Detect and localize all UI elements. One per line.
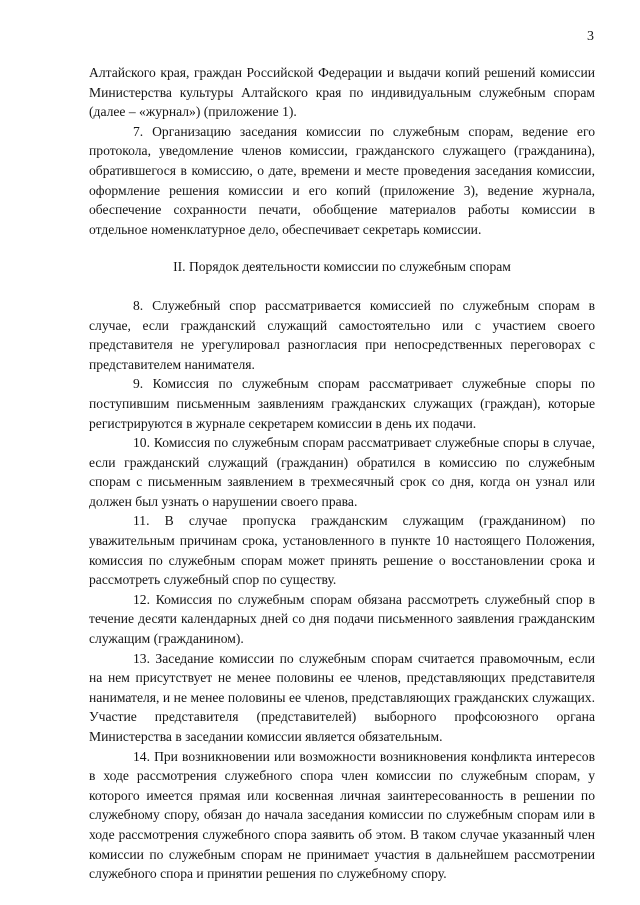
paragraph-12: 12. Комиссия по служебным спорам обязана рассмотреть служебный спор в течение десяти календарных дней со дня подачи письменного заявления гражданским служащим (гражданином). — [89, 591, 595, 647]
paragraph-7: 7. Организацию заседания комиссии по служебным спорам, ведение его протокола, уведомление членов комиссии, гражданского служащего (гражданина), обратившегося в комиссию, о дате, времени и месте проведения заседания комиссии, оформление решения комиссии и его копий (приложение 3), ведение журнала, обеспечение сохранности печати, обобщение материалов работы комиссии в отдельное номенклатурное дело, обеспечивает секретарь комиссии. — [89, 123, 595, 237]
paragraph-14: 14. При возникновении или возможности возникновения конфликта интересов в ходе рассмотрения служебного спора член комиссии по служебным спорам, у которого имеется прямая или косвенная личная заинтересованность в решении по служебному спору, обязан до начала заседания комиссии по служебным спорам или в ходе рассмотрения служебного спора заявить об этом. В таком случае указанный член комиссии по служебным спорам не принимает участия в дальнейшем рассмотрении служебного спора и принятии решения по служебному спору. — [89, 748, 595, 882]
paragraph-9: 9. Комиссия по служебным спорам рассматривает служебные споры по поступившим письменным заявлениям гражданских служащих (граждан), которые регистрируются в журнале секретарем комиссии в день их подачи. — [89, 376, 595, 431]
paragraph-10: 10. Комиссия по служебным спорам рассматривает служебные споры в случае, если гражданский служащий (гражданин) обратился в комиссию по служебным спорам с письменным заявлением в трехмесячный срок со дня, когда он узнал или должен был узнать о нарушении своего права. — [89, 435, 595, 509]
document-body — [89, 63, 595, 884]
paragraph-continuation: Алтайского края, граждан Российской Федерации и выдачи копий решений комиссии Министерства культуры Алтайского края по индивидуальным служебным спорам (далее – «журнал») (приложение 1). — [89, 65, 595, 120]
paragraph-8: 8. Служебный спор рассматривается комиссией по служебным спорам в случае, если гражданский служащий самостоятельно или с участием своего представителя не урегулировал разногласия при непосредственных переговорах с представителем нанимателя. — [89, 297, 595, 372]
paragraph-11: 11. В случае пропуска гражданским служащим (гражданином) по уважительным причинам срока, установленного в пункте 10 настоящего Положения, комиссия по служебным спорам может принять решение о восстановлении срока и рассмотреть служебный спор по существу. — [89, 513, 595, 588]
page-number: 3 — [587, 29, 594, 44]
section-heading: II. Порядок деятельности комиссии по служебным спорам — [173, 259, 511, 275]
paragraph-13: 13. Заседание комиссии по служебным спорам считается правомочным, если на нем присутствует не менее половины ее членов, представляющих представителя нанимателя, и не менее половины ее членов, представляющих гражданских служащих. Участие представителя (представителей) выборного профсоюзного органа Министерства в заседании комиссии является обязательным. — [89, 650, 595, 744]
